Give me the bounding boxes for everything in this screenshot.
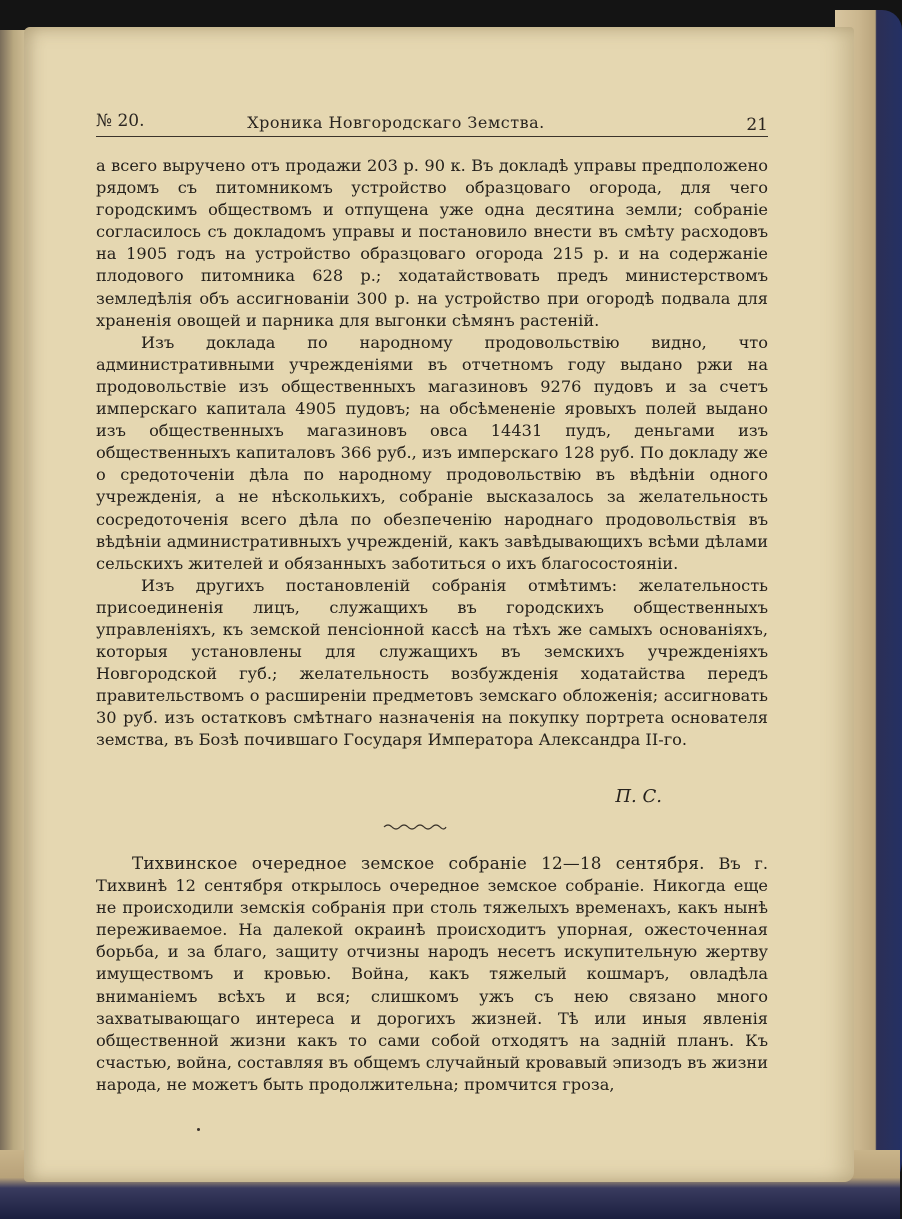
- page-number: 21: [746, 115, 768, 135]
- paragraph-4: [96, 852, 768, 1096]
- header-rule: [96, 136, 768, 137]
- paragraph-3: Изъ другихъ постановленій собранія отмѣтимъ: желательность присоединенія лицъ, служащихъ въ городскихъ общественныхъ управленіяхъ, къ земской пенсіонной кассѣ на тѣхъ же самыхъ основаніяхъ, которыя установлены для служащихъ въ земскихъ учрежденіяхъ Новгородской губ.; желательность возбужденія ходатайства передъ правительствомъ о расширеніи предметовъ земскаго обложенія; ассигновать 30 руб. изъ остатковъ смѣтнаго назначенія на покупку портрета основателя земства, въ Бозѣ почившаго Государя Императора Александра II-го.: [96, 575, 768, 750]
- article-2-text: Въ г. Тихвинѣ 12 сентября открылось очередное земское собраніе. Никогда еще не происходили земскія собранія при столь тяжелыхъ временахъ, какъ нынѣ переживаемое. На далекой окраинѣ происходитъ упорная, ожесточенная борьба, и за благо, защиту отчизны народъ несетъ искупительную жертву имуществомъ и кровью. Война, какъ тяжелый кошмаръ, овладѣла вниманіемъ всѣхъ и вся; слишкомъ ужъ съ нею связано много захватывающаго интереса и дорогихъ жизней. Тѣ или иныя явленія общественной жизни какъ то сами собой отходятъ на задній планъ. Къ счастью, война, составляя въ общемъ случайный кровавый эпизодъ въ жизни народа, не можетъ быть продолжительна; промчится гроза,: [96, 854, 768, 1094]
- journal-title: Хроника Новгородскаго Земства.: [247, 113, 545, 132]
- ink-speck: [197, 1128, 200, 1131]
- paragraph-2: Изъ доклада по народному продовольствію видно, что административными учрежденіями въ отчетномъ году выдано ржи на продовольствіе изъ общественныхъ магазиновъ 9276 пудовъ и за счетъ имперскаго капитала 4905 пудовъ; на обсѣмененіе яровыхъ полей выдано изъ общественныхъ магазиновъ овса 14431 пудъ, деньгами изъ общественныхъ капиталовъ 366 руб., изъ имперскаго 128 руб. По докладу же о средоточеніи дѣла по народному продовольствію въ вѣдѣніи одного учрежденія, а не нѣсколькихъ, собраніе высказалось за желательность сосредоточенія всего дѣла по обезпеченію народнаго продовольствія въ вѣдѣніи административныхъ учрежденій, какъ завѣдывающихъ всѣми дѣлами сельскихъ жителей и обязанныхъ заботиться о ихъ благосостояніи.: [96, 332, 768, 573]
- section-divider-ornament: [383, 822, 447, 832]
- article-lead-title: Тихвинское очередное земское собраніе 12—18 сентября.: [132, 853, 705, 873]
- article-body-2: [96, 852, 768, 1096]
- author-signature: П. С.: [615, 786, 662, 807]
- issue-number: № 20.: [96, 111, 145, 131]
- article-body-1: [96, 155, 768, 752]
- paragraph-1: а всего выручено отъ продажи 203 р. 90 к. Въ докладѣ управы предположено рядомъ съ питомникомъ устройство образцоваго огорода, для чего городскимъ обществомъ и отпущена уже одна десятина земли; собраніе согласилось съ докладомъ управы и постановило внести въ смѣту расходовъ на 1905 годъ на устройство образцоваго огорода 215 р. и на содержаніе плодового питомника 628 р.; ходатайствовать предъ министерствомъ земледѣлія объ ассигнованіи 300 р. на устройство при огородѣ подвала для храненія овощей и парника для выгонки сѣмянъ растеній.: [96, 156, 768, 330]
